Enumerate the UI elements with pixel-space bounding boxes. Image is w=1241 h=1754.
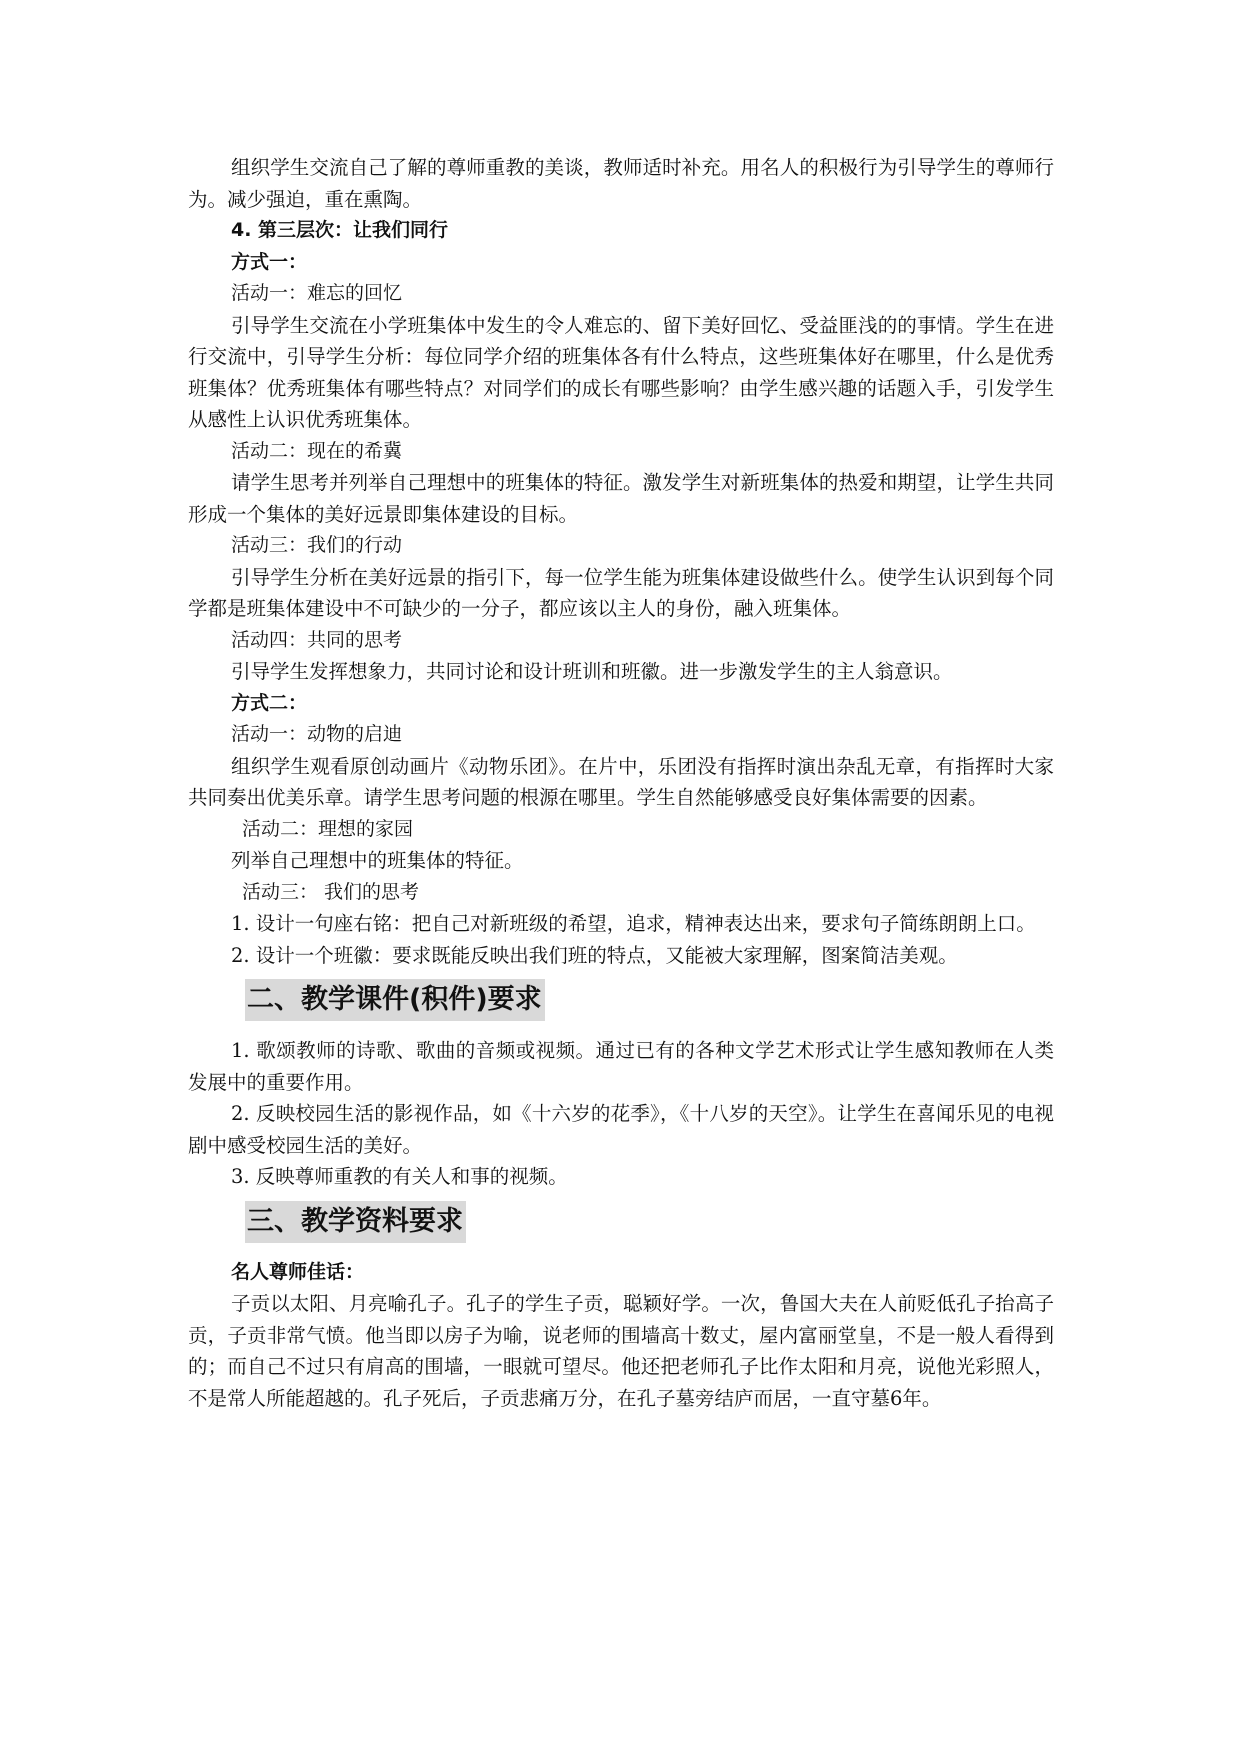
section3-heading-wrap [188,1201,1054,1243]
way1-activity1-title: 活动一：难忘的回忆 [231,282,403,304]
way1-activity4-text: 引导学生发挥想象力，共同讨论和设计班训和班徽。进一步激发学生的主人翁意识。 [231,660,953,683]
way1-activity3-text: 引导学生分析在美好远景的指引下，每一位学生能为班集体建设做些什么。使学生认识到每个同学都是班集体建设中不可缺少的一分子，都应该以主人的身份，融入班集体。 [188,565,1054,620]
way1-activity2-text: 请学生思考并列举自己理想中的班集体的特征。激发学生对新班集体的热爱和期望，让学生共同形成一个集体的美好远景即集体建设的目标。 [188,471,1054,526]
way1-activity3-title: 活动三：我们的行动 [231,534,403,556]
way2-activity2-text: 列举自己理想中的班集体的特征。 [231,849,524,872]
way2-activity3-title: 活动三： 我们的思考 [242,880,420,903]
section2-heading: 二、教学课件(积件)要求 [245,979,545,1021]
way1-activity2-title: 活动二：现在的希冀 [231,439,403,462]
level3-heading: 4. 第三层次：让我们同行 [231,219,449,241]
way1-activity1-text: 引导学生交流在小学班集体中发生的令人难忘的、留下美好回忆、受益匪浅的的事情。学生在进行交流中，引导学生分析：每位同学介绍的班集体各有什么特点，这些班集体好在哪里，什么是优秀班集体？优秀班集体有哪些特点？对同学们的成长有哪些影响？由学生感兴趣的话题入手，引发学生从感性上认识优秀班集体。 [188,313,1054,431]
way2-activity1-title: 活动一：动物的启迪 [231,723,403,745]
section2-item2: 2. 反映校园生活的影视作品，如《十六岁的花季》，《十八岁的天空》。让学生在喜闻乐见的电视剧中感受校园生活的美好。 [188,1102,1054,1157]
section2-heading-wrap [188,979,1054,1021]
section2-item3: 3. 反映尊师重教的有关人和事的视频。 [231,1165,568,1188]
way2-activity1-text: 组织学生观看原创动画片《动物乐团》。在片中，乐团没有指挥时演出杂乱无章，有指挥时大家共同奏出优美乐章。请学生思考问题的根源在哪里。学生自然能够感受良好集体需要的因素。 [188,754,1054,809]
way2-activity3-item1: 1. 设计一句座右铭：把自己对新班级的希望，追求，精神表达出来，要求句子简练朗朗上口。 [231,912,1036,935]
section3-story: 子贡以太阳、月亮喻孔子。孔子的学生子贡，聪颖好学。一次，鲁国大夫在人前贬低孔子抬高子贡，子贡非常气愤。他当即以房子为喻，说老师的围墙高十数丈，屋内富丽堂皇，不是一般人看得到的；而自己不过只有肩高的围墙，一眼就可望尽。他还把老师孔子比作太阳和月亮，说他光彩照人，不是常人所能超越的。孔子死后，子贡悲痛万分，在孔子墓旁结庐而居，一直守墓6年。 [188,1292,1054,1410]
way1-activity4-title: 活动四：共同的思考 [231,628,403,651]
way2-activity2-title: 活动二：理想的家园 [242,817,414,840]
section3-subheading: 名人尊师佳话： [231,1260,365,1283]
way2-activity3-item2: 2. 设计一个班徽：要求既能反映出我们班的特点，又能被大家理解，图案简洁美观。 [231,943,958,967]
section3-heading: 三、教学资料要求 [245,1201,466,1243]
page-content [188,152,1054,1414]
section2-item1: 1. 歌颂教师的诗歌、歌曲的音频或视频。通过已有的各种文学艺术形式让学生感知教师在人类发展中的重要作用。 [188,1039,1054,1094]
intro-paragraph: 组织学生交流自己了解的尊师重教的美谈，教师适时补充。用名人的积极行为引导学生的尊师行为。减少强迫，重在熏陶。 [188,156,1054,211]
way1-label: 方式一： [231,250,308,273]
way2-label: 方式二： [231,691,308,714]
